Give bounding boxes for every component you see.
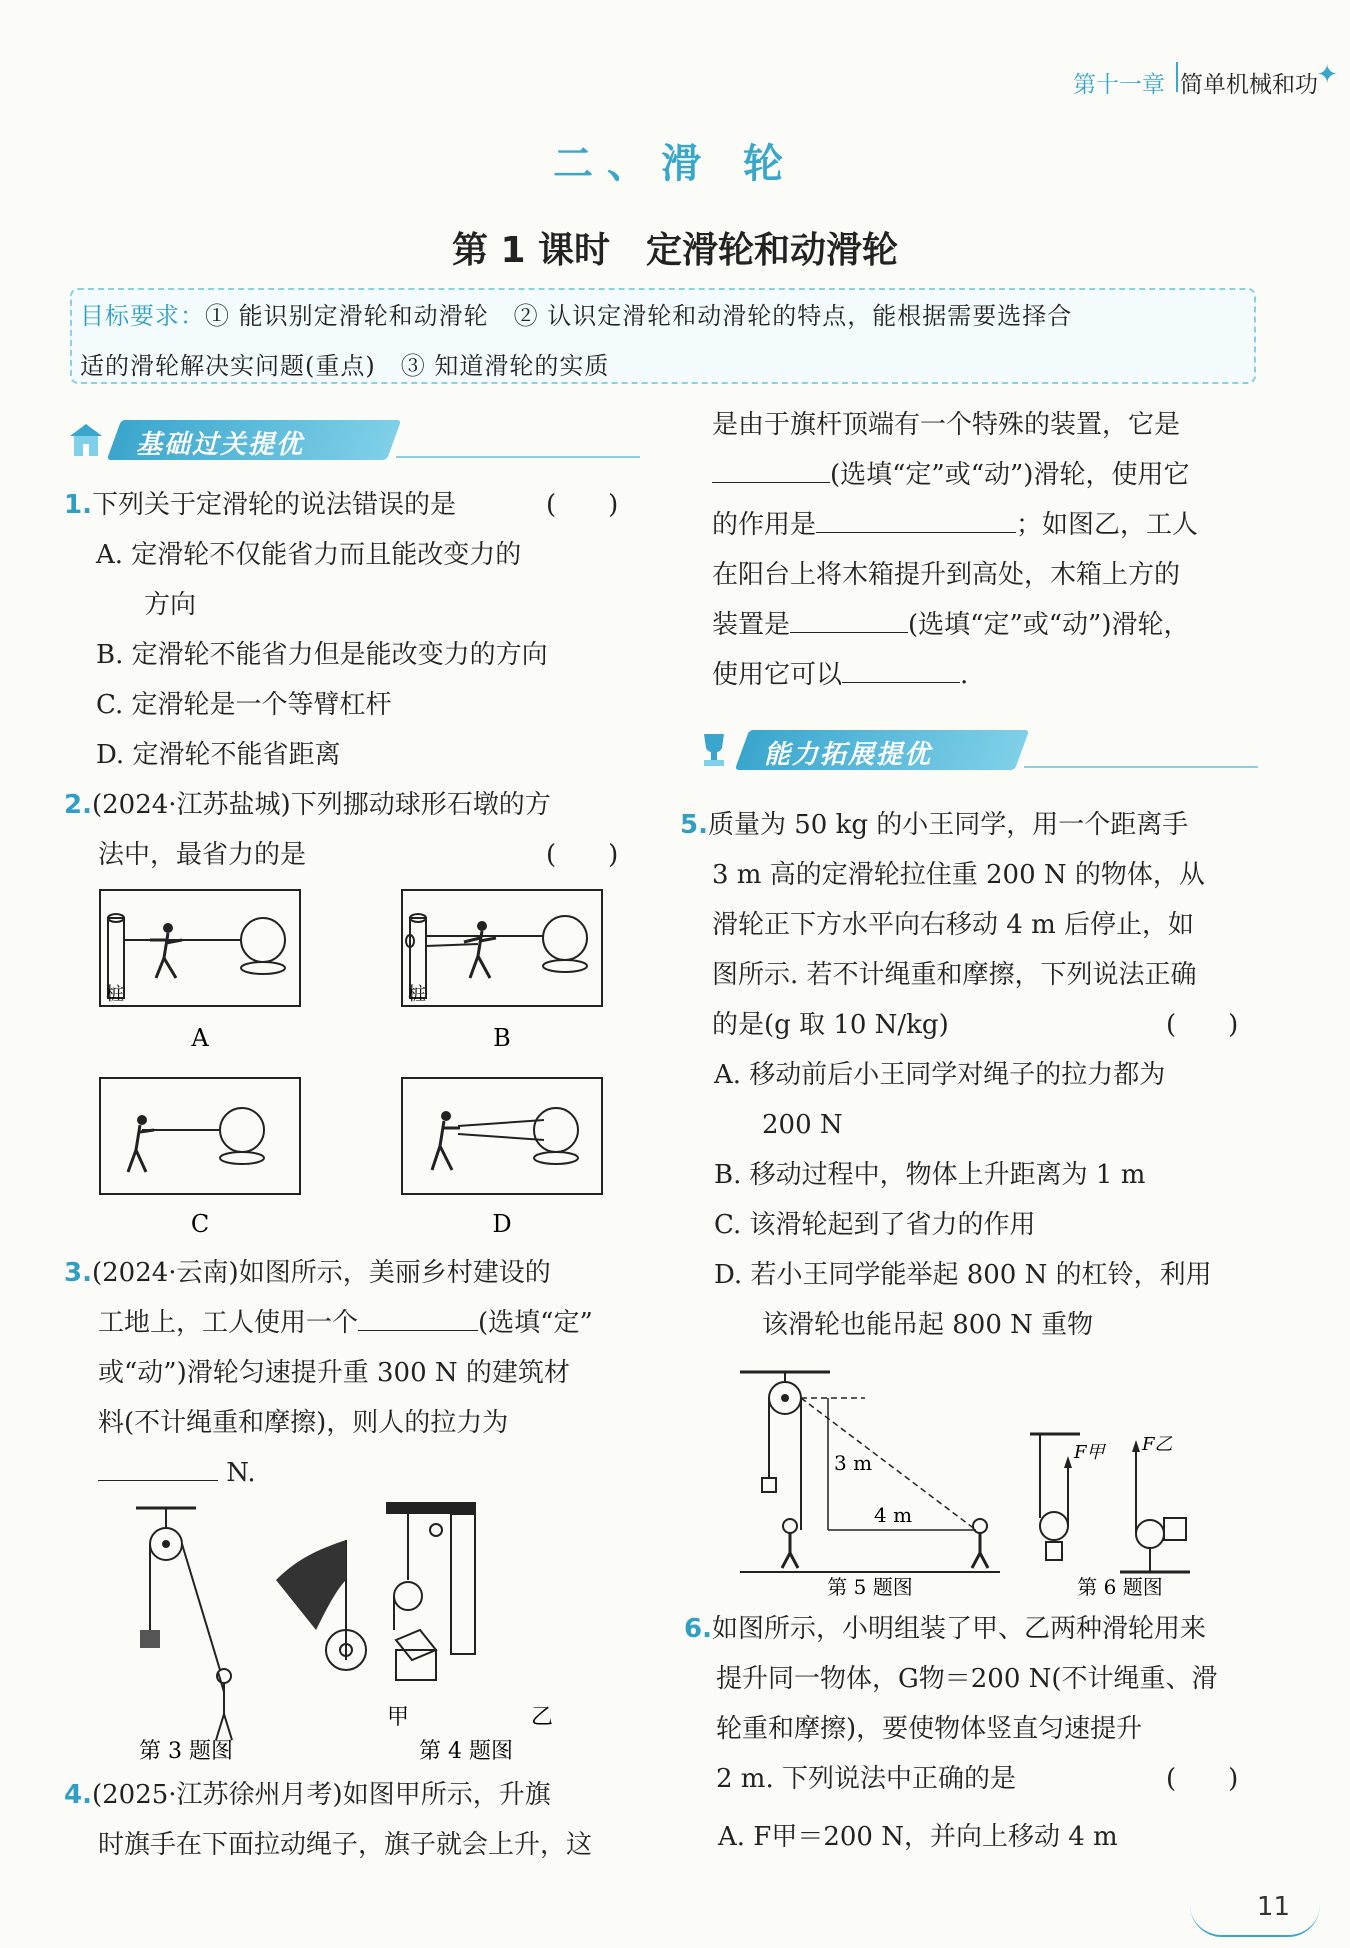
q4-right-5	[712, 600, 1189, 650]
goals-label: 目标要求：	[80, 302, 205, 330]
school-icon	[66, 420, 106, 460]
q4-blank-3[interactable]	[790, 604, 908, 633]
q4-right-5a: 装置是	[712, 610, 791, 640]
q2-figure-b	[402, 890, 602, 1006]
page-number: 11	[1256, 1892, 1290, 1922]
q4-right-2-text: (选填“定”或“动”)滑轮，使用它	[830, 460, 1190, 490]
q4-line-2: 时旗手在下面拉动绳子，旗子就会上升，这	[98, 1830, 593, 1860]
q5-option-a-cont: 200 N	[762, 1110, 843, 1140]
fig4-label-yi: 乙	[530, 1705, 554, 1730]
q6-line-2: 提升同一物体，G物＝200 N(不计绳重、滑	[716, 1664, 1218, 1694]
q6-line-4: 2 m. 下列说法中正确的是	[716, 1764, 1016, 1794]
fig5-height-label: 3 m	[834, 1451, 873, 1475]
q1-stem-text: 下列关于定滑轮的说法错误的是	[91, 490, 456, 520]
q3-line-2b: (选填“定”	[478, 1308, 593, 1338]
q4-right-4: 在阳台上将木箱提升到高处，木箱上方的	[712, 560, 1181, 590]
q4-right-1: 是由于旗杆顶端有一个特殊的装置，它是	[712, 410, 1181, 440]
q2-paren: ( )	[546, 840, 619, 870]
q4-right-2	[712, 450, 1189, 500]
banner-advanced	[694, 730, 1258, 774]
q4-right-6b: .	[960, 660, 969, 690]
q2-label-a: A	[191, 1024, 209, 1052]
q5-paren: ( )	[1166, 1010, 1239, 1040]
goals-text-1: ① 能识别定滑轮和动滑轮 ② 认识定滑轮和动滑轮的特点，能根据需要选择合	[205, 302, 1073, 330]
fig6-force-jia: F甲	[1074, 1442, 1105, 1463]
fig5-distance-label: 4 m	[874, 1503, 913, 1527]
q1-option-b: B. 定滑轮不能省力但是能改变力的方向	[96, 640, 548, 670]
q3-line-5	[98, 1448, 256, 1498]
fig4-label-jia: 甲	[386, 1705, 410, 1730]
q6-line-1-text: 如图所示，小明组装了甲、乙两种滑轮用来	[711, 1614, 1206, 1644]
q2-figure-a	[100, 890, 300, 1006]
q5-line-2: 3 m 高的定滑轮拉住重 200 N 的物体，从	[712, 860, 1205, 890]
q2-figure-c	[100, 1078, 300, 1194]
q3-line-2a: 工地上，工人使用一个	[98, 1308, 359, 1338]
q2-figures	[98, 888, 628, 1248]
chapter-title: 简单机械和功	[1180, 72, 1318, 98]
q2-stem-1	[64, 780, 551, 830]
q4-right-3b: ；如图乙，工人	[1016, 510, 1199, 540]
q5-option-c: C. 该滑轮起到了省力的作用	[714, 1210, 1036, 1240]
q3-line-2	[98, 1298, 593, 1348]
q2-stem-2: 法中，最省力的是	[98, 840, 307, 870]
q4-blank-1[interactable]	[712, 454, 830, 483]
fig3-caption: 第 3 题图	[139, 1739, 233, 1764]
q4-line-1-text: (2025·江苏徐州月考)如图甲所示，升旗	[91, 1780, 551, 1810]
q5-option-d: D. 若小王同学能举起 800 N 的杠铃，利用	[714, 1260, 1212, 1290]
q4-right-5b: (选填“定”或“动”)滑轮，	[908, 610, 1190, 640]
q1-number: 1.	[64, 490, 92, 520]
q5-line-5: 的是(g 取 10 N/kg)	[712, 1010, 949, 1040]
fig6-force-yi: F乙	[1142, 1434, 1173, 1455]
q1-option-c: C. 定滑轮是一个等臂杠杆	[96, 690, 392, 720]
page-number-arc	[1190, 1905, 1320, 1937]
q1-option-d: D. 定滑轮不能省距离	[96, 740, 341, 770]
goals-line-2: 适的滑轮解决实问题(重点) ③ 知道滑轮的实质	[80, 352, 610, 380]
sparkle-icon: ✦	[1316, 60, 1338, 90]
q5-number: 5.	[680, 810, 708, 840]
q3-line-5-text: N.	[226, 1458, 256, 1488]
post-label-b: 桩	[408, 984, 426, 1005]
trophy-icon	[694, 730, 734, 770]
q5-option-d-cont: 该滑轮也能吊起 800 N 重物	[762, 1310, 1094, 1340]
q1-stem	[64, 480, 456, 530]
q3-line-4: 料(不计绳重和摩擦)，则人的拉力为	[98, 1408, 509, 1438]
q6-option-a: A. F甲＝200 N，并向上移动 4 m	[718, 1822, 1118, 1852]
post-label-a: 桩	[106, 984, 124, 1005]
q2-number: 2.	[64, 790, 92, 820]
q2-label-b: B	[493, 1024, 511, 1052]
q2-label-c: C	[190, 1210, 210, 1238]
q3-line-3: 或“动”)滑轮匀速提升重 300 N 的建筑材	[98, 1358, 570, 1388]
q2-stem-text: (2024·江苏盐城)下列挪动球形石墩的方	[91, 790, 551, 820]
q5-line-1	[680, 800, 1188, 850]
banner-line	[396, 456, 640, 458]
q6-paren: ( )	[1166, 1764, 1239, 1794]
q3-blank-2[interactable]	[98, 1452, 218, 1481]
section-title: 二、滑 轮	[553, 141, 797, 187]
q5-line-4: 图所示. 若不计绳重和摩擦，下列说法正确	[712, 960, 1197, 990]
q3-line-1-text: (2024·云南)如图所示，美丽乡村建设的	[91, 1258, 551, 1288]
fig5-caption: 第 5 题图	[827, 1575, 913, 1598]
fig5-drawing	[740, 1372, 1000, 1572]
chapter-label: 第十一章	[1073, 72, 1165, 98]
q1-option-a: A. 定滑轮不仅能省力而且能改变力的	[96, 540, 522, 570]
fig6-drawing	[1030, 1434, 1190, 1572]
q3-blank-1[interactable]	[358, 1302, 478, 1331]
q1-option-a-cont: 方向	[144, 590, 197, 620]
fig3-fig4	[96, 1500, 616, 1770]
q3-line-1	[64, 1248, 551, 1298]
q4-number: 4.	[64, 1780, 92, 1810]
q1-paren: ( )	[546, 490, 619, 520]
banner-line-2	[1024, 766, 1258, 768]
fig3-drawing	[136, 1508, 232, 1740]
q6-number: 6.	[684, 1614, 712, 1644]
q4-line-1	[64, 1770, 551, 1820]
q4-right-6	[712, 650, 968, 700]
q2-figure-d	[402, 1078, 602, 1194]
banner-basic-text: 基础过关提优	[136, 430, 305, 460]
banner-basic	[66, 420, 640, 464]
q4-blank-2[interactable]	[816, 504, 1016, 533]
q3-number: 3.	[64, 1258, 92, 1288]
fig4-caption: 第 4 题图	[419, 1739, 513, 1764]
q4-blank-4[interactable]	[842, 654, 960, 683]
lesson-title: 第 1 课时 定滑轮和动滑轮	[451, 230, 899, 271]
q5-option-b: B. 移动过程中，物体上升距离为 1 m	[714, 1160, 1146, 1190]
fig4-drawing	[276, 1502, 476, 1680]
fig6-caption: 第 6 题图	[1077, 1575, 1163, 1598]
q2-label-d: D	[492, 1210, 512, 1238]
q5-line-1-text: 质量为 50 kg 的小王同学，用一个距离手	[707, 810, 1189, 840]
q6-line-3: 轮重和摩擦)，要使物体竖直匀速提升	[716, 1714, 1143, 1744]
q5-line-3: 滑轮正下方水平向右移动 4 m 后停止，如	[712, 910, 1194, 940]
fig5-fig6	[740, 1358, 1260, 1598]
header-divider	[1176, 62, 1178, 92]
q4-right-3a: 的作用是	[712, 510, 817, 540]
banner-advanced-text: 能力拓展提优	[764, 740, 933, 770]
q4-right-6a: 使用它可以	[712, 660, 843, 690]
q6-line-1	[684, 1604, 1206, 1654]
goals-line-1	[80, 296, 1250, 331]
q4-right-3	[712, 500, 1198, 550]
q5-option-a: A. 移动前后小王同学对绳子的拉力都为	[714, 1060, 1166, 1090]
